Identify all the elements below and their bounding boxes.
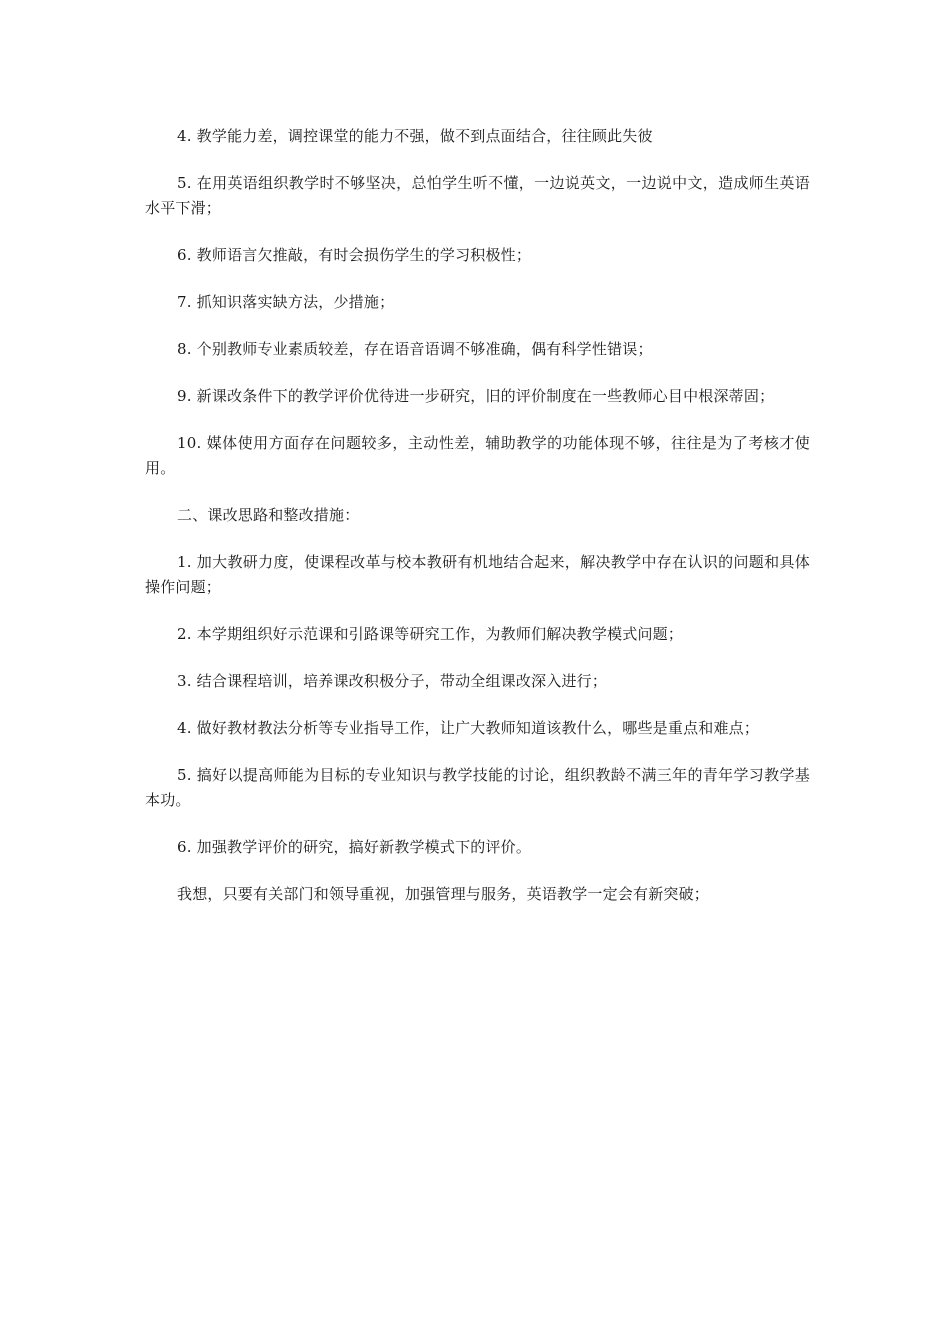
paragraph-problem-7: 7. 抓知识落实缺方法，少措施； — [177, 293, 395, 311]
paragraph-problem-10: 10. 媒体使用方面存在问题较多，主动性差，辅助教学的功能体现不够，往往是为了考核才使用。 — [145, 434, 810, 477]
paragraph-problem-4: 4. 教学能力差，调控课堂的能力不强，做不到点面结合，往往顾此失彼 — [177, 127, 653, 145]
paragraph-measure-5: 5. 搞好以提高师能为目标的专业知识与教学技能的讨论，组织教龄不满三年的青年学习教学基本功。 — [145, 766, 810, 809]
paragraph-problem-6: 6. 教师语言欠推敲，有时会损伤学生的学习积极性； — [177, 246, 532, 264]
paragraph-measure-4: 4. 做好教材教法分析等专业指导工作，让广大教师知道该教什么，哪些是重点和难点； — [177, 719, 760, 737]
paragraph-measure-6: 6. 加强教学评价的研究，搞好新教学模式下的评价。 — [177, 838, 532, 856]
paragraph-problem-8: 8. 个别教师专业素质较差，存在语音语调不够准确，偶有科学性错误； — [177, 340, 653, 358]
document-body — [145, 124, 810, 929]
section-heading-measures: 二、课改思路和整改措施： — [177, 506, 360, 524]
paragraph-problem-5: 5. 在用英语组织教学时不够坚决，总怕学生听不懂，一边说英文，一边说中文，造成师生英语水平下滑； — [145, 174, 810, 217]
paragraph-conclusion: 我想，只要有关部门和领导重视，加强管理与服务，英语教学一定会有新突破； — [177, 885, 710, 903]
paragraph-measure-2: 2. 本学期组织好示范课和引路课等研究工作，为教师们解决教学模式问题； — [177, 625, 684, 643]
paragraph-measure-1: 1. 加大教研力度，使课程改革与校本教研有机地结合起来，解决教学中存在认识的问题和具体操作问题； — [145, 553, 810, 596]
paragraph-problem-9: 9. 新课改条件下的教学评价优待进一步研究，旧的评价制度在一些教师心目中根深蒂固； — [177, 387, 775, 405]
paragraph-measure-3: 3. 结合课程培训，培养课改积极分子，带动全组课改深入进行； — [177, 672, 608, 690]
